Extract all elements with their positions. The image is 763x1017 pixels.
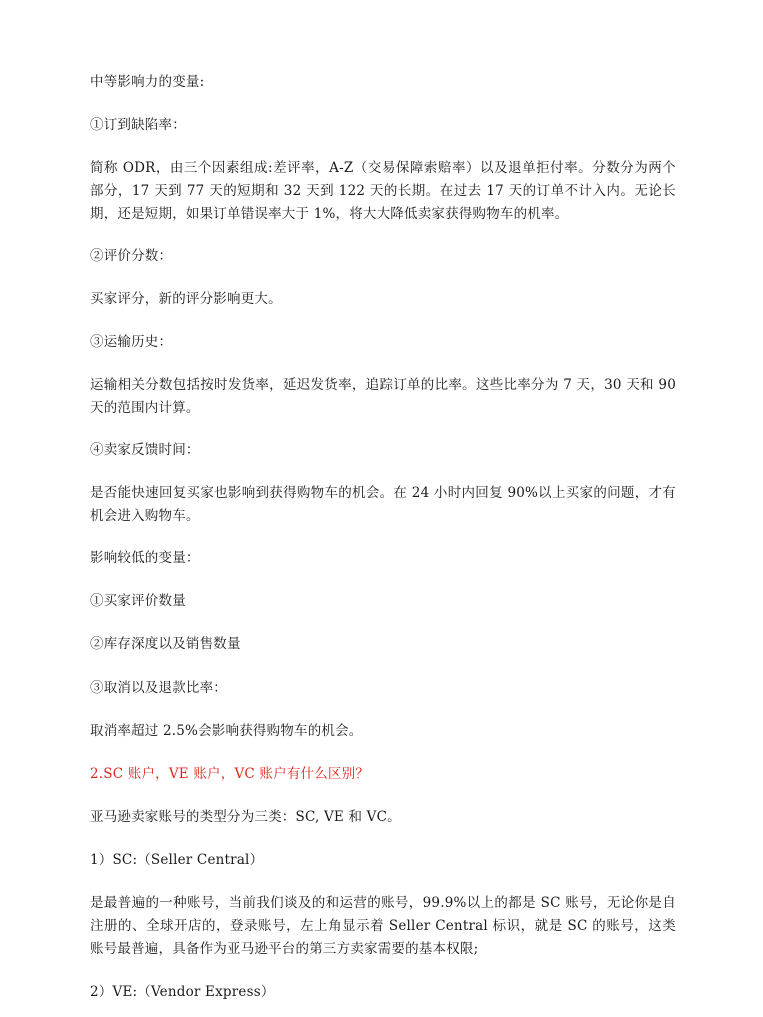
paragraph-sc: 是最普遍的一种账号，当前我们谈及的和运营的账号，99.9%以上的都是 SC 账号，无论你是自注册的、全球开店的，登录账号，左上角显示着 Seller Central 标识，就是 SC 的账号，这类账号最普遍，具备作为亚马逊平台的第三方卖家需要的基本权限; — [90, 895, 676, 957]
section-heading-low-variables: 影响较低的变量： — [90, 550, 200, 566]
item-heading-odr: ①订到缺陷率： — [90, 117, 186, 133]
item-heading-cancel-rate: ③取消以及退款比率： — [90, 680, 227, 696]
item-heading-response-time: ④卖家反馈时间： — [90, 442, 200, 458]
section-heading-account-types: 2.SC 账户，VE 账户，VC 账户有什么区别？ — [90, 766, 370, 782]
paragraph-rating: 买家评分，新的评分影响更大。 — [90, 291, 282, 307]
paragraph-cancel-rate: 取消率超过 2.5%会影响获得购物车的机会。 — [90, 723, 363, 739]
item-heading-shipping: ③运输历史： — [90, 334, 173, 350]
paragraph-odr: 简称 ODR，由三个因素组成:差评率，A-Z（交易保障索赔率）以及退单拒付率。分数分为两个部分，17 天到 77 天的短期和 32 天到 122 天的长期。在过去 17 天的订单不计入内。无论长期，还是短期，如果订单错误率大于 1%，将大大降低卖家获得购物车的机率。 — [90, 160, 676, 222]
item-review-count: ①买家评价数量 — [90, 593, 186, 609]
section-heading-medium-variables: 中等影响力的变量: — [90, 74, 205, 90]
paragraph-response-time: 是否能快速回复买家也影响到获得购物车的机会。在 24 小时内回复 90%以上买家的问题，才有机会进入购物车。 — [90, 485, 676, 524]
paragraph-shipping: 运输相关分数包括按时发货率，延迟发货率，追踪订单的比率。这些比率分为 7 天，30 天和 90 天的范围内计算。 — [90, 377, 676, 416]
subheading-sc: 1）SC:（Seller Central） — [90, 852, 264, 868]
item-heading-rating: ②评价分数： — [90, 248, 173, 264]
paragraph-account-types: 亚马逊卖家账号的类型分为三类：SC, VE 和 VC。 — [90, 809, 401, 825]
subheading-ve: 2）VE:（Vendor Express） — [90, 984, 275, 1000]
item-inventory: ②库存深度以及销售数量 — [90, 636, 241, 652]
